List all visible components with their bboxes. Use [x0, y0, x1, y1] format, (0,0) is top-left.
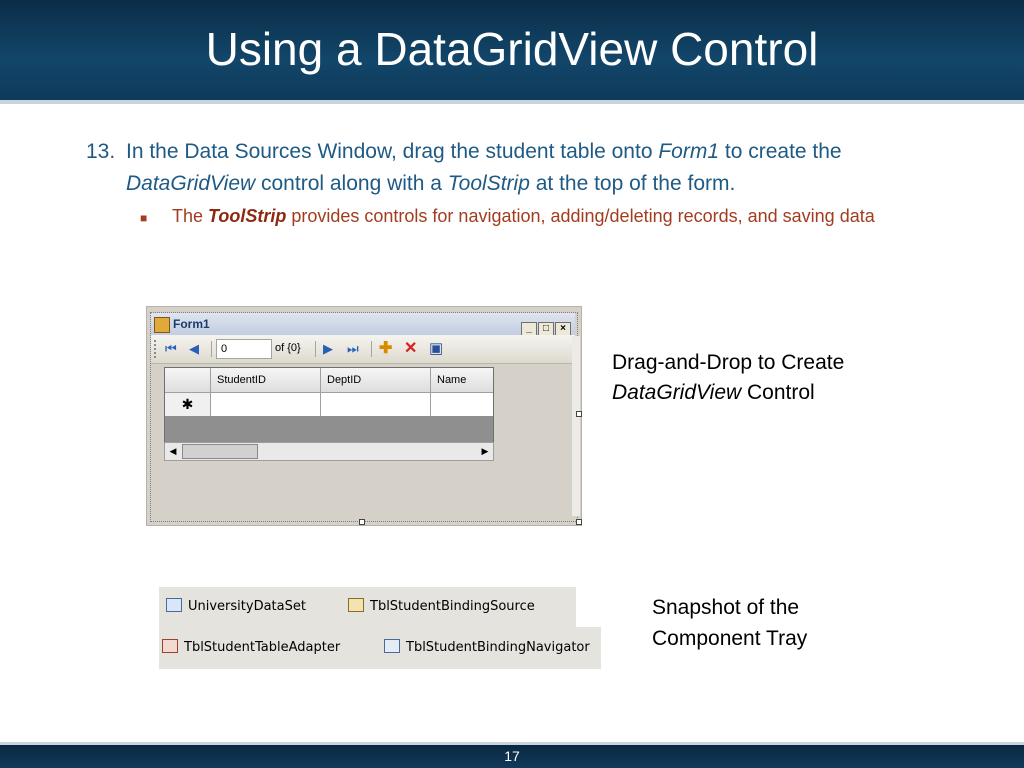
- bullet-rest: provides controls for navigation, adding/deleting records, and saving data: [286, 206, 875, 226]
- scroll-left-icon[interactable]: ◀: [169, 446, 177, 456]
- step-number: 13.: [86, 140, 116, 163]
- grid-header-row: [165, 368, 493, 392]
- bullet-bold-toolstrip: ToolStrip: [208, 206, 287, 226]
- minimize-icon[interactable]: _: [521, 322, 537, 336]
- resize-handle-right[interactable]: [576, 411, 582, 417]
- dataset-icon: [166, 598, 182, 612]
- tray-item-dataset[interactable]: [166, 598, 306, 616]
- save-icon[interactable]: ▣: [429, 340, 444, 357]
- grid-cell[interactable]: [211, 393, 321, 416]
- tray-caption-line2: Component Tray: [652, 627, 808, 650]
- designer-caption-rest: Control: [741, 381, 815, 404]
- resize-handle-bottom[interactable]: [359, 519, 365, 525]
- delete-icon[interactable]: ✕: [404, 340, 418, 357]
- add-new-icon[interactable]: ✚: [379, 340, 393, 357]
- step-text-part: at the top of the form.: [529, 172, 736, 195]
- toolstrip-separator: [211, 341, 212, 357]
- tray-item-label: UniversityDataSet: [188, 599, 306, 614]
- step-text-part: to create the: [719, 140, 842, 163]
- bullet-text: [172, 203, 940, 230]
- tray-caption: [652, 592, 932, 654]
- toolstrip-separator: [315, 341, 316, 357]
- tray-item-label: TblStudentBindingNavigator: [406, 640, 590, 655]
- move-previous-icon[interactable]: ◀: [189, 341, 199, 356]
- tray-item-binding-source[interactable]: [348, 598, 535, 616]
- column-header[interactable]: StudentID: [211, 368, 321, 392]
- scroll-right-icon[interactable]: ▶: [481, 446, 489, 456]
- slide-title-bar: [0, 0, 1024, 104]
- tray-item-label: TblStudentBindingSource: [370, 599, 535, 614]
- step-paragraph: [126, 136, 966, 200]
- step-text-part: control along with a: [255, 172, 448, 195]
- row-header-corner: [165, 368, 211, 392]
- designer-caption-em: DataGridView: [612, 381, 742, 404]
- bullet-item: [140, 203, 940, 230]
- slide-title: Using a DataGridView Control: [205, 23, 819, 75]
- tray-item-label: TblStudentTableAdapter: [184, 640, 341, 655]
- close-icon[interactable]: ×: [555, 322, 571, 336]
- scroll-thumb[interactable]: [182, 444, 258, 459]
- form-title-bar[interactable]: [151, 313, 575, 335]
- new-row-marker-icon: ✱: [165, 393, 211, 416]
- form-app-icon: [154, 317, 170, 333]
- position-input[interactable]: 0: [216, 339, 272, 359]
- column-header[interactable]: Name: [437, 374, 467, 386]
- maximize-icon[interactable]: □: [538, 322, 554, 336]
- slide-footer: [0, 742, 1024, 768]
- resize-handle-corner[interactable]: [576, 519, 582, 525]
- column-header[interactable]: DeptID: [321, 368, 431, 392]
- bullet-prefix: The: [172, 206, 209, 226]
- step-em-datagridview: DataGridView: [126, 172, 256, 195]
- designer-caption: [612, 348, 932, 408]
- designer-caption-line1: Drag-and-Drop to Create: [612, 351, 845, 374]
- form-title: Form1: [173, 317, 210, 331]
- horizontal-scrollbar[interactable]: [164, 442, 494, 461]
- move-last-icon[interactable]: ⏭: [347, 341, 359, 356]
- grid-cell[interactable]: [431, 393, 493, 416]
- binding-navigator-toolstrip: [151, 335, 575, 364]
- move-first-icon[interactable]: ⏮: [165, 341, 177, 356]
- designer-caption-line2: [612, 378, 932, 408]
- tray-item-binding-navigator[interactable]: [384, 639, 590, 657]
- tray-caption-line1: Snapshot of the: [652, 596, 800, 619]
- tray-item-table-adapter[interactable]: [162, 639, 340, 657]
- binding-navigator-icon: [384, 639, 400, 653]
- table-adapter-icon: [162, 639, 178, 653]
- record-count-label: of {0}: [275, 342, 301, 354]
- step-text-part: In the Data Sources Window, drag the student table onto: [126, 140, 659, 163]
- step-em-toolstrip: ToolStrip: [447, 172, 530, 195]
- binding-source-icon: [348, 598, 364, 612]
- toolstrip-separator: [371, 341, 372, 357]
- step-text: [86, 136, 966, 200]
- grid-cell[interactable]: [321, 393, 431, 416]
- bullet-square-icon: ■: [140, 211, 148, 225]
- move-next-icon[interactable]: ▶: [323, 341, 333, 356]
- toolstrip-grip-icon[interactable]: [154, 340, 159, 358]
- table-row: [165, 392, 493, 416]
- step-em-form1: Form1: [658, 140, 720, 163]
- page-number: 17: [504, 748, 520, 764]
- form-right-edge: [572, 336, 580, 516]
